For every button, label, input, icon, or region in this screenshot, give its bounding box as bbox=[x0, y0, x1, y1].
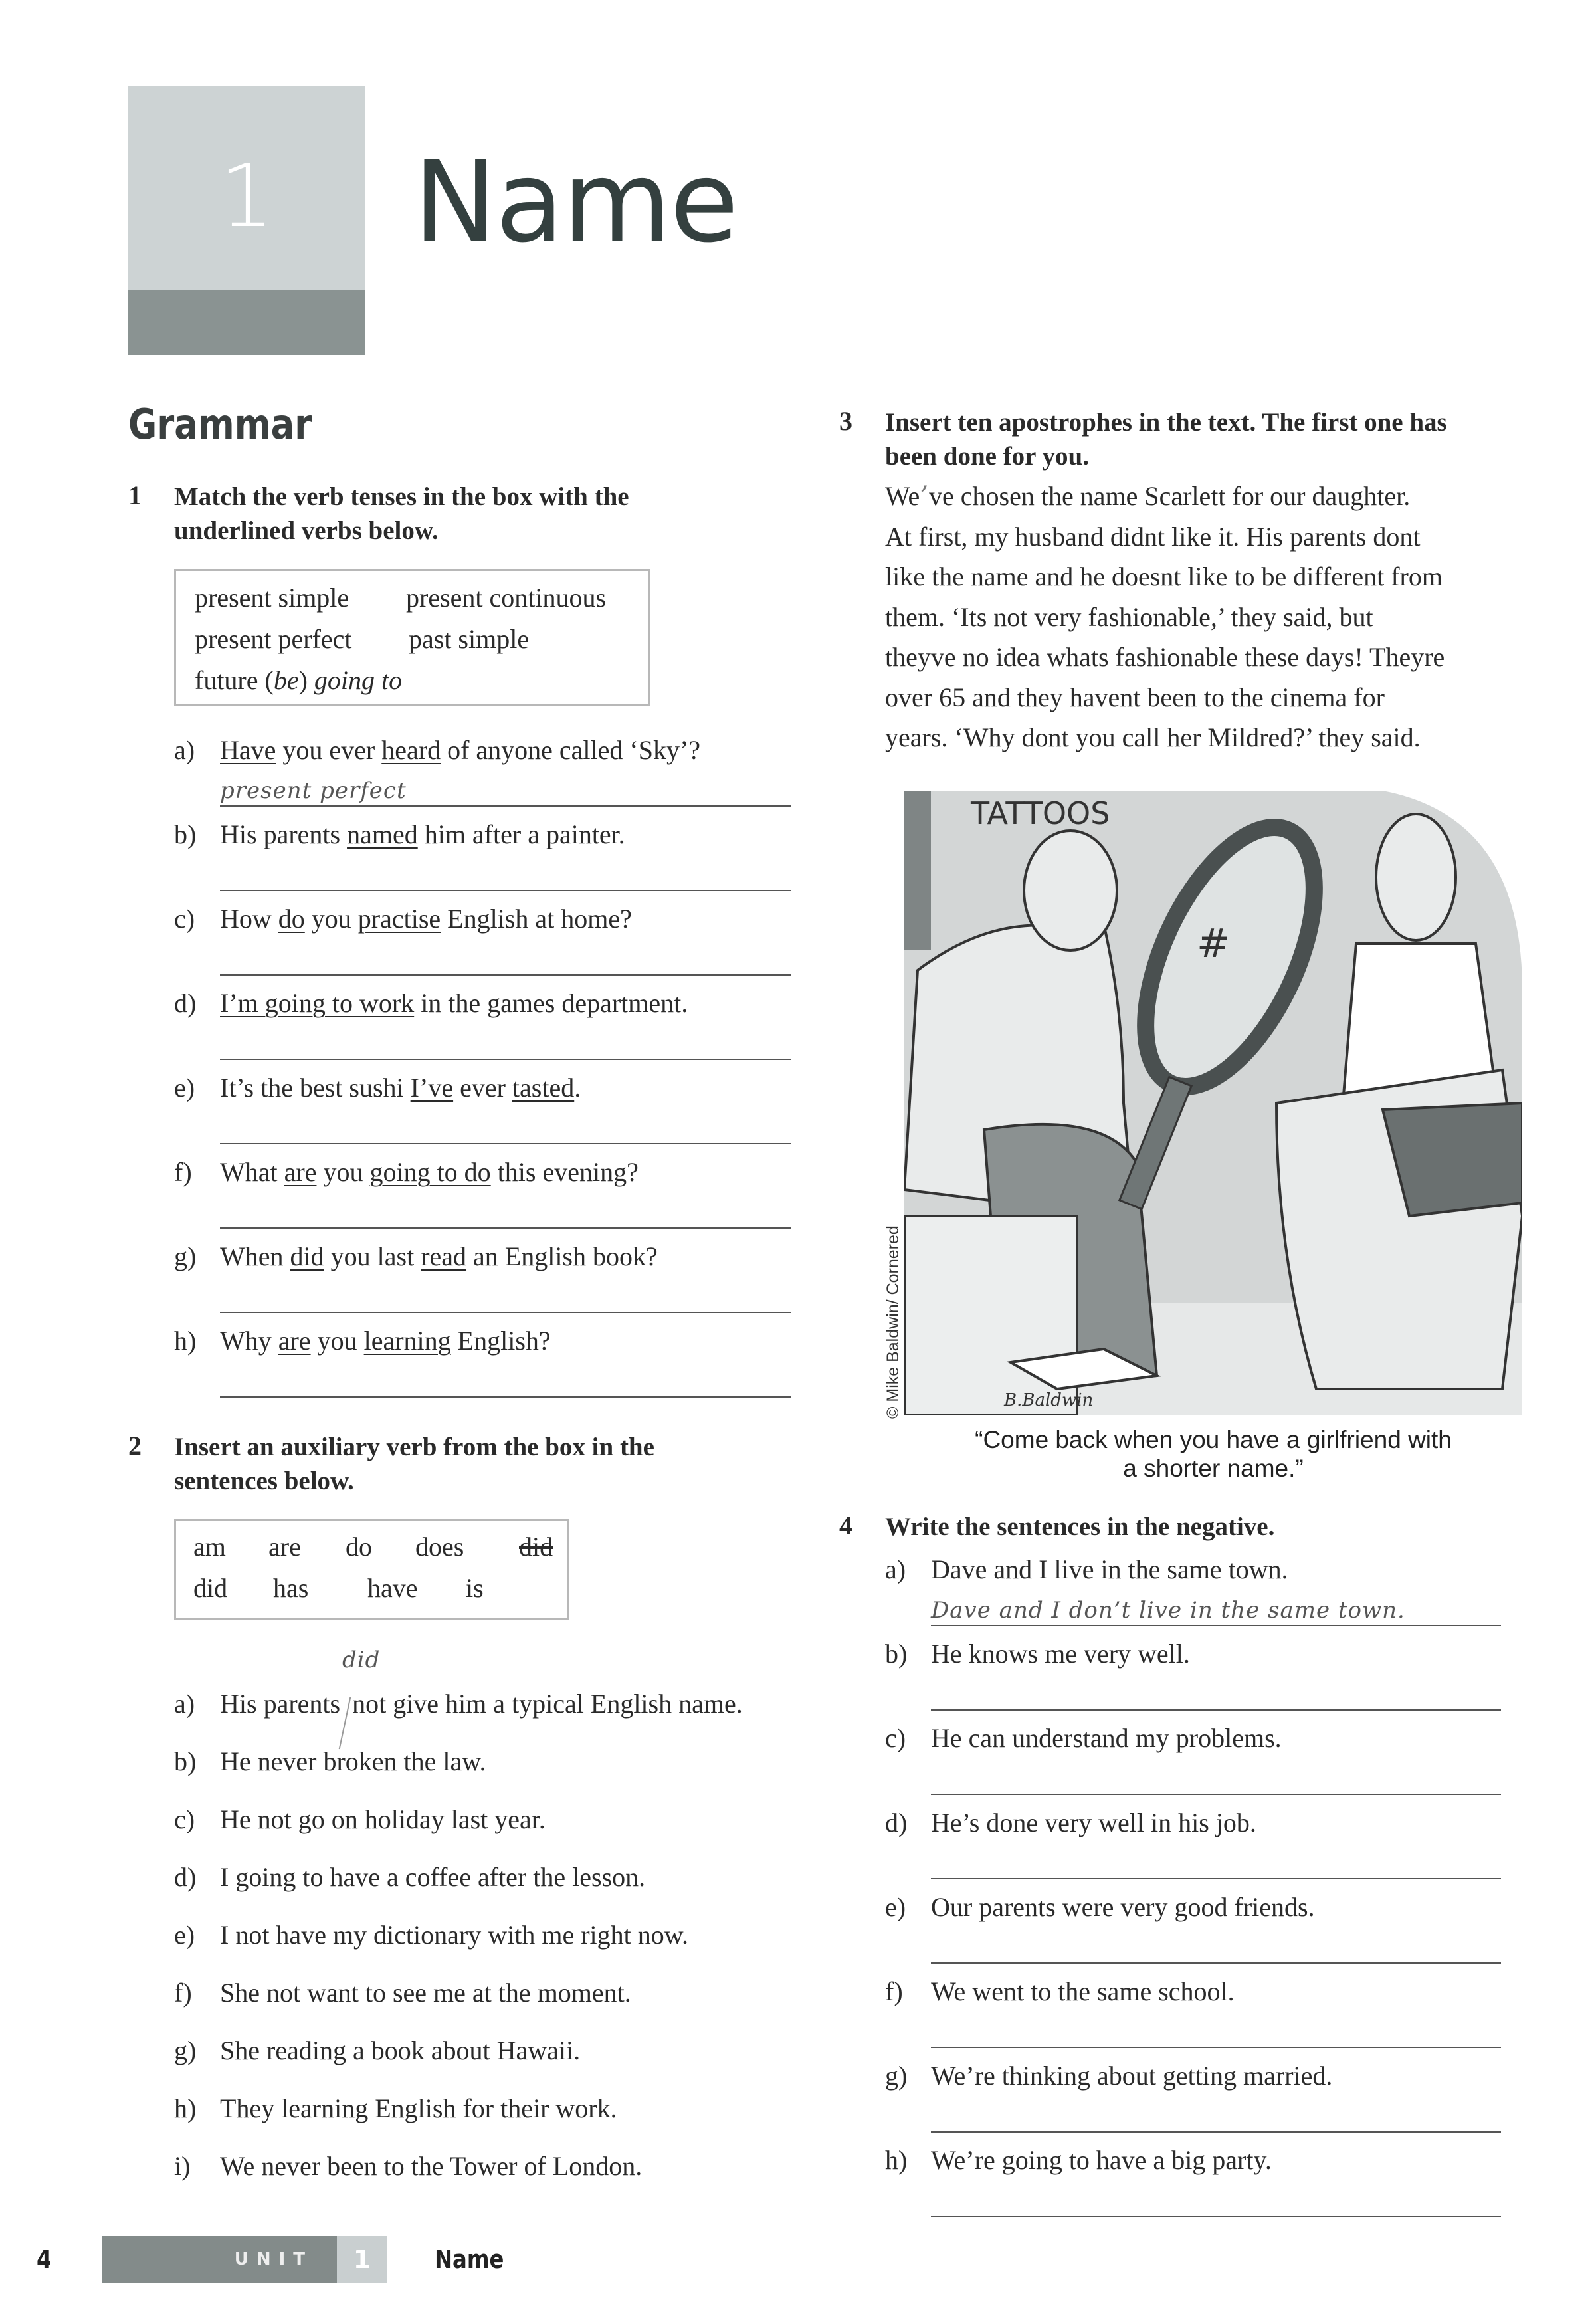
ex3-instruction-line: been done for you. bbox=[885, 442, 1089, 471]
ex2-instruction-line: sentences below. bbox=[174, 1467, 354, 1495]
caption-line: a shorter name.” bbox=[1123, 1455, 1304, 1482]
item-text: Dave and I live in the same town. bbox=[931, 1554, 1288, 1584]
item-text-part: him after a painter. bbox=[417, 819, 625, 849]
verb-option: is bbox=[466, 1573, 484, 1603]
item-letter: a) bbox=[174, 735, 195, 765]
tense-text: going to bbox=[314, 665, 403, 695]
item-letter: b) bbox=[174, 1746, 197, 1776]
text-part: We bbox=[885, 481, 920, 511]
svg-text:#: # bbox=[1197, 920, 1231, 967]
text-line: theyve no idea whats fashionable these days! Theyre bbox=[885, 642, 1445, 672]
item-letter: d) bbox=[885, 1808, 908, 1837]
item-text: She not want to see me at the moment. bbox=[220, 1978, 631, 2008]
underlined-verb: named bbox=[347, 819, 418, 849]
verb-option: did bbox=[193, 1573, 228, 1603]
item-text-part: How bbox=[220, 904, 278, 934]
item-text-part: you ever bbox=[276, 735, 382, 765]
answer-line[interactable] bbox=[220, 974, 791, 976]
item-text: They learning English for their work. bbox=[220, 2093, 617, 2123]
answer-line[interactable] bbox=[220, 1143, 791, 1144]
item-letter: i) bbox=[174, 2151, 191, 2181]
item-text-part: English at home? bbox=[441, 904, 632, 934]
item-text-part: an English book? bbox=[466, 1241, 658, 1271]
tattoos-sign: TATTOOS bbox=[971, 795, 1110, 831]
unit-number: 1 bbox=[219, 146, 274, 247]
ex3-lines bbox=[885, 517, 1536, 758]
answer-line[interactable] bbox=[931, 1794, 1501, 1795]
verb-option: are bbox=[268, 1532, 301, 1562]
item-text: Our parents were very good friends. bbox=[931, 1892, 1315, 1922]
answer-line[interactable] bbox=[931, 2131, 1501, 2133]
underlined-verb: tasted bbox=[512, 1073, 575, 1102]
item-letter: e) bbox=[174, 1073, 195, 1102]
item-letter: f) bbox=[174, 1157, 192, 1187]
answer-line[interactable] bbox=[220, 1227, 791, 1229]
answer-line[interactable] bbox=[931, 1962, 1501, 1964]
item-text: He can understand my problems. bbox=[931, 1723, 1282, 1753]
item-text: We’re going to have a big party. bbox=[931, 2145, 1272, 2175]
item-text: He knows me very well. bbox=[931, 1639, 1190, 1669]
section-title: Grammar bbox=[128, 400, 312, 449]
unit-block-band bbox=[128, 290, 365, 355]
underlined-verb: I’ve bbox=[410, 1073, 454, 1102]
text-line: years. ‘Why dont you call her Mildred?’ they said. bbox=[885, 722, 1421, 752]
item-text: She reading a book about Hawaii. bbox=[220, 2036, 581, 2065]
item-text-part: . bbox=[574, 1073, 581, 1102]
item-letter: f) bbox=[885, 1976, 903, 2006]
underlined-verb: learning bbox=[363, 1326, 451, 1356]
item-text bbox=[220, 1241, 658, 1273]
footer-unit-bar bbox=[102, 2236, 387, 2283]
item-letter: a) bbox=[885, 1554, 906, 1584]
verb-option-used: did bbox=[519, 1532, 553, 1562]
item-letter: d) bbox=[174, 1862, 197, 1892]
ex3-instruction bbox=[885, 405, 1447, 473]
tense-option: present perfect bbox=[195, 624, 352, 654]
item-text-part: His parents bbox=[220, 1689, 341, 1719]
tense-option: present simple bbox=[195, 583, 349, 613]
answer-line[interactable] bbox=[931, 2047, 1501, 2048]
item-text: He not go on holiday last year. bbox=[220, 1804, 546, 1834]
item-text-part: When bbox=[220, 1241, 290, 1271]
item-text-part: ever bbox=[453, 1073, 512, 1102]
item-letter: g) bbox=[174, 2036, 197, 2065]
item-letter: d) bbox=[174, 988, 197, 1018]
item-text bbox=[220, 1325, 551, 1357]
item-letter: h) bbox=[174, 1326, 197, 1356]
ex1-instruction-line: Match the verb tenses in the box with the bbox=[174, 482, 629, 511]
ex1-number: 1 bbox=[128, 480, 142, 510]
item-text bbox=[220, 988, 688, 1019]
text-line: like the name and he doesnt like to be different from bbox=[885, 562, 1443, 591]
answer-line[interactable] bbox=[931, 1878, 1501, 1879]
tense-text: ) bbox=[298, 665, 314, 695]
item-text-part: you bbox=[316, 1157, 370, 1187]
text-line: them. ‘Its not very fashionable,’ they said, but bbox=[885, 601, 1373, 632]
underlined-verb: did bbox=[290, 1241, 324, 1271]
item-text: He’s done very well in his job. bbox=[931, 1808, 1256, 1837]
footer-unit-label: UNIT bbox=[234, 2250, 313, 2269]
tense-text: be bbox=[273, 665, 299, 695]
page-number: 4 bbox=[37, 2245, 52, 2274]
item-text bbox=[220, 1688, 743, 1720]
item-text: He never broken the law. bbox=[220, 1746, 486, 1776]
item-letter: h) bbox=[885, 2145, 908, 2175]
item-text-part: English? bbox=[450, 1326, 551, 1356]
answer-line[interactable] bbox=[220, 805, 791, 807]
ex2-number: 2 bbox=[128, 1431, 142, 1461]
ex1-instruction-line: underlined verbs below. bbox=[174, 516, 439, 545]
ex3-number: 3 bbox=[839, 406, 852, 436]
ex2-instruction bbox=[174, 1430, 654, 1498]
item-text bbox=[220, 734, 700, 766]
underlined-verb: do bbox=[278, 904, 305, 934]
answer-line[interactable] bbox=[931, 1709, 1501, 1711]
item-text-part: you bbox=[304, 904, 358, 934]
tense-option: past simple bbox=[409, 624, 530, 654]
verb-option: have bbox=[367, 1573, 418, 1603]
item-letter: b) bbox=[174, 819, 197, 849]
verb-option: has bbox=[273, 1573, 309, 1603]
tense-option bbox=[195, 660, 648, 701]
ex1-tense-box bbox=[174, 569, 650, 706]
item-letter: f) bbox=[174, 1978, 192, 2008]
item-text-part: His parents bbox=[220, 819, 348, 849]
verb-option: do bbox=[346, 1532, 372, 1562]
item-letter: b) bbox=[885, 1639, 908, 1669]
ex4-number: 4 bbox=[839, 1511, 852, 1540]
underlined-verb: read bbox=[421, 1241, 467, 1271]
item-text-part: in the games department. bbox=[414, 988, 688, 1018]
ex2-instruction-line: Insert an auxiliary verb from the box in the bbox=[174, 1433, 654, 1461]
artist-signature: B.Baldwin bbox=[1004, 1390, 1094, 1410]
item-letter: e) bbox=[885, 1892, 906, 1922]
ex2-verb-box bbox=[174, 1519, 569, 1620]
cartoon-drawing bbox=[904, 791, 1522, 1415]
underlined-verb: are bbox=[284, 1157, 317, 1187]
ex4-instruction: Write the sentences in the negative. bbox=[885, 1513, 1275, 1541]
item-text-part: of anyone called ‘Sky’? bbox=[441, 735, 701, 765]
handwritten-answer: present perfect bbox=[220, 778, 407, 804]
handwritten-answer: Dave and I don’t live in the same town. bbox=[931, 1597, 1405, 1623]
item-text-part: you last bbox=[324, 1241, 421, 1271]
answer-line[interactable] bbox=[220, 890, 791, 891]
ex1-instruction bbox=[174, 480, 629, 548]
item-text bbox=[220, 1156, 639, 1188]
underlined-verb: going to do bbox=[369, 1157, 491, 1187]
item-text-part: you bbox=[310, 1326, 364, 1356]
answer-line[interactable] bbox=[931, 1625, 1501, 1626]
item-letter: g) bbox=[885, 2061, 908, 2091]
cartoon-caption bbox=[904, 1425, 1522, 1483]
cartoon-illustration bbox=[904, 791, 1522, 1415]
underlined-verb: Have bbox=[220, 735, 276, 765]
item-text-part: It’s the best sushi bbox=[220, 1073, 411, 1102]
item-letter: g) bbox=[174, 1241, 197, 1271]
underlined-verb: heard bbox=[381, 735, 441, 765]
answer-line[interactable] bbox=[220, 1396, 791, 1398]
item-text bbox=[220, 1072, 581, 1104]
footer-unit-number: 1 bbox=[337, 2236, 387, 2283]
item-letter: c) bbox=[174, 1804, 195, 1834]
item-text-part: What bbox=[220, 1157, 284, 1187]
page-title: Name bbox=[413, 137, 738, 267]
item-text: I not have my dictionary with me right now. bbox=[220, 1920, 689, 1950]
ex3-instruction-line: Insert ten apostrophes in the text. The first one has bbox=[885, 408, 1447, 437]
verb-option: am bbox=[193, 1532, 226, 1562]
answer-line[interactable] bbox=[220, 1312, 791, 1313]
answer-line[interactable] bbox=[931, 2216, 1501, 2217]
item-text: We’re thinking about getting married. bbox=[931, 2061, 1333, 2091]
item-text bbox=[220, 819, 625, 851]
item-letter: h) bbox=[174, 2093, 197, 2123]
item-text bbox=[220, 903, 632, 935]
text-part: ve chosen the name Scarlett for our daughter. bbox=[929, 481, 1411, 511]
item-text: We went to the same school. bbox=[931, 1976, 1235, 2006]
underlined-verb: I’m going to work bbox=[220, 988, 415, 1018]
item-letter: a) bbox=[174, 1689, 195, 1719]
text-line: At first, my husband didnt like it. His parents dont bbox=[885, 521, 1421, 552]
text-line bbox=[885, 476, 1536, 517]
item-letter: c) bbox=[885, 1723, 906, 1753]
verb-option: does bbox=[415, 1532, 464, 1562]
ex3-text bbox=[885, 476, 1536, 758]
underlined-verb: practise bbox=[357, 904, 441, 934]
cartoon-credit: © Mike Baldwin/ Cornered bbox=[884, 1225, 902, 1419]
item-text-part: this evening? bbox=[490, 1157, 639, 1187]
tense-option: present continuous bbox=[406, 583, 607, 613]
handwritten-answer: did bbox=[342, 1647, 381, 1673]
item-text-part: Why bbox=[220, 1326, 278, 1356]
item-text: I going to have a coffee after the lesson. bbox=[220, 1862, 646, 1892]
footer-title: Name bbox=[435, 2245, 504, 2274]
item-text-part: not give him a typical English name. bbox=[352, 1689, 743, 1719]
caption-line: “Come back when you have a girlfriend with bbox=[975, 1426, 1452, 1453]
unit-number-block bbox=[128, 86, 365, 355]
item-letter: e) bbox=[174, 1920, 195, 1950]
text-line: over 65 and they havent been to the cinema for bbox=[885, 682, 1385, 712]
answer-line[interactable] bbox=[220, 1059, 791, 1060]
tense-text: future ( bbox=[195, 665, 274, 695]
item-text: We never been to the Tower of London. bbox=[220, 2151, 643, 2181]
underlined-verb: are bbox=[278, 1326, 311, 1356]
handwritten-apostrophe: ’ bbox=[920, 481, 930, 512]
item-letter: c) bbox=[174, 904, 195, 934]
